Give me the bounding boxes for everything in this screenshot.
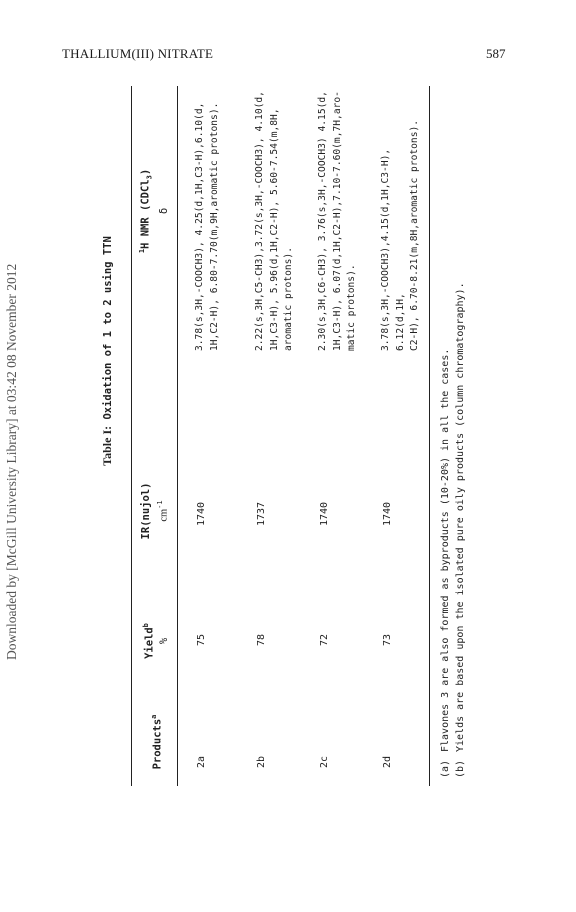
table-label: Table I: — [100, 425, 114, 466]
header-rule — [177, 86, 178, 786]
bottom-rule — [429, 86, 430, 786]
row-2a-product: 2a — [196, 755, 207, 768]
row-2c-ir: 1740 — [319, 501, 330, 526]
header-ir: IR(nujol) $cm^{-1}$ — [140, 482, 170, 540]
row-2a-yield: 75 — [196, 633, 207, 646]
row-2b-yield: 78 — [256, 633, 267, 646]
row-2b-ir: 1737 — [256, 501, 267, 526]
footnote-b: (b)Yields are based upon the isolated pure oily products (column chromatography). — [455, 282, 466, 778]
download-watermark: Downloaded by [McGill University Library] at 03:42 08 November 2012 — [4, 263, 19, 660]
row-2c-yield: 72 — [319, 633, 330, 646]
row-2d-yield: 73 — [382, 633, 393, 646]
row-2d-nmr: 3.78(s,3H,-COOCH3),4.15(d,1H,C3-H), 6.12(d,1H, C2-H), 6.70-8.21(m,8H,aromatic protons). — [380, 119, 420, 351]
running-head: THALLIUM(III) NITRATE — [62, 46, 214, 61]
row-2c-product: 2c — [319, 755, 330, 768]
top-rule — [131, 86, 132, 786]
row-2d-ir: 1740 — [382, 501, 393, 526]
row-2a-ir: 1740 — [196, 501, 207, 526]
row-2a-nmr: 3.78(s,3H,-COOCH3), 4.25(d,1H,C3-H),6.10(d, 1H,C2-H), 6.80-7.70(m,9H,aromatic protons). — [194, 102, 220, 351]
row-2b-product: 2b — [256, 755, 267, 768]
footnote-a: (a)Flavones 3 are also formed as byproducts (10-20%) in all the cases. — [440, 348, 451, 778]
header-nmr: $^1$H NMR (CDCl$_3$) δ — [138, 168, 170, 254]
row-2c-nmr: 2.30(s,3H,C6-CH3), 3.76(s,3H,-COOCH3) 4.15(d, 1H,C3-H), 6.07(d,1H,C2-H),7.10-7.60(m,7H,aro- matic protons). — [317, 91, 357, 351]
row-2d-product: 2d — [382, 755, 393, 768]
table-title — [100, 71, 115, 631]
page-number: 587 — [486, 46, 506, 61]
header-yield: Yield$^b$ % — [142, 623, 170, 659]
header-products: Products$^a$ — [150, 714, 164, 770]
table-caption: Oxidation of 1 to 2 using TTN — [102, 236, 114, 420]
rotated-table — [95, 86, 465, 786]
row-2b-nmr: 2.22(s,3H,C5-CH3),3.72(s,3H,-COOCH3), 4.10(d, 1H,C3-H), 5.96(d,1H,C2-H), 5.60-7.54(m,8H, aromatic protons). — [254, 91, 294, 351]
